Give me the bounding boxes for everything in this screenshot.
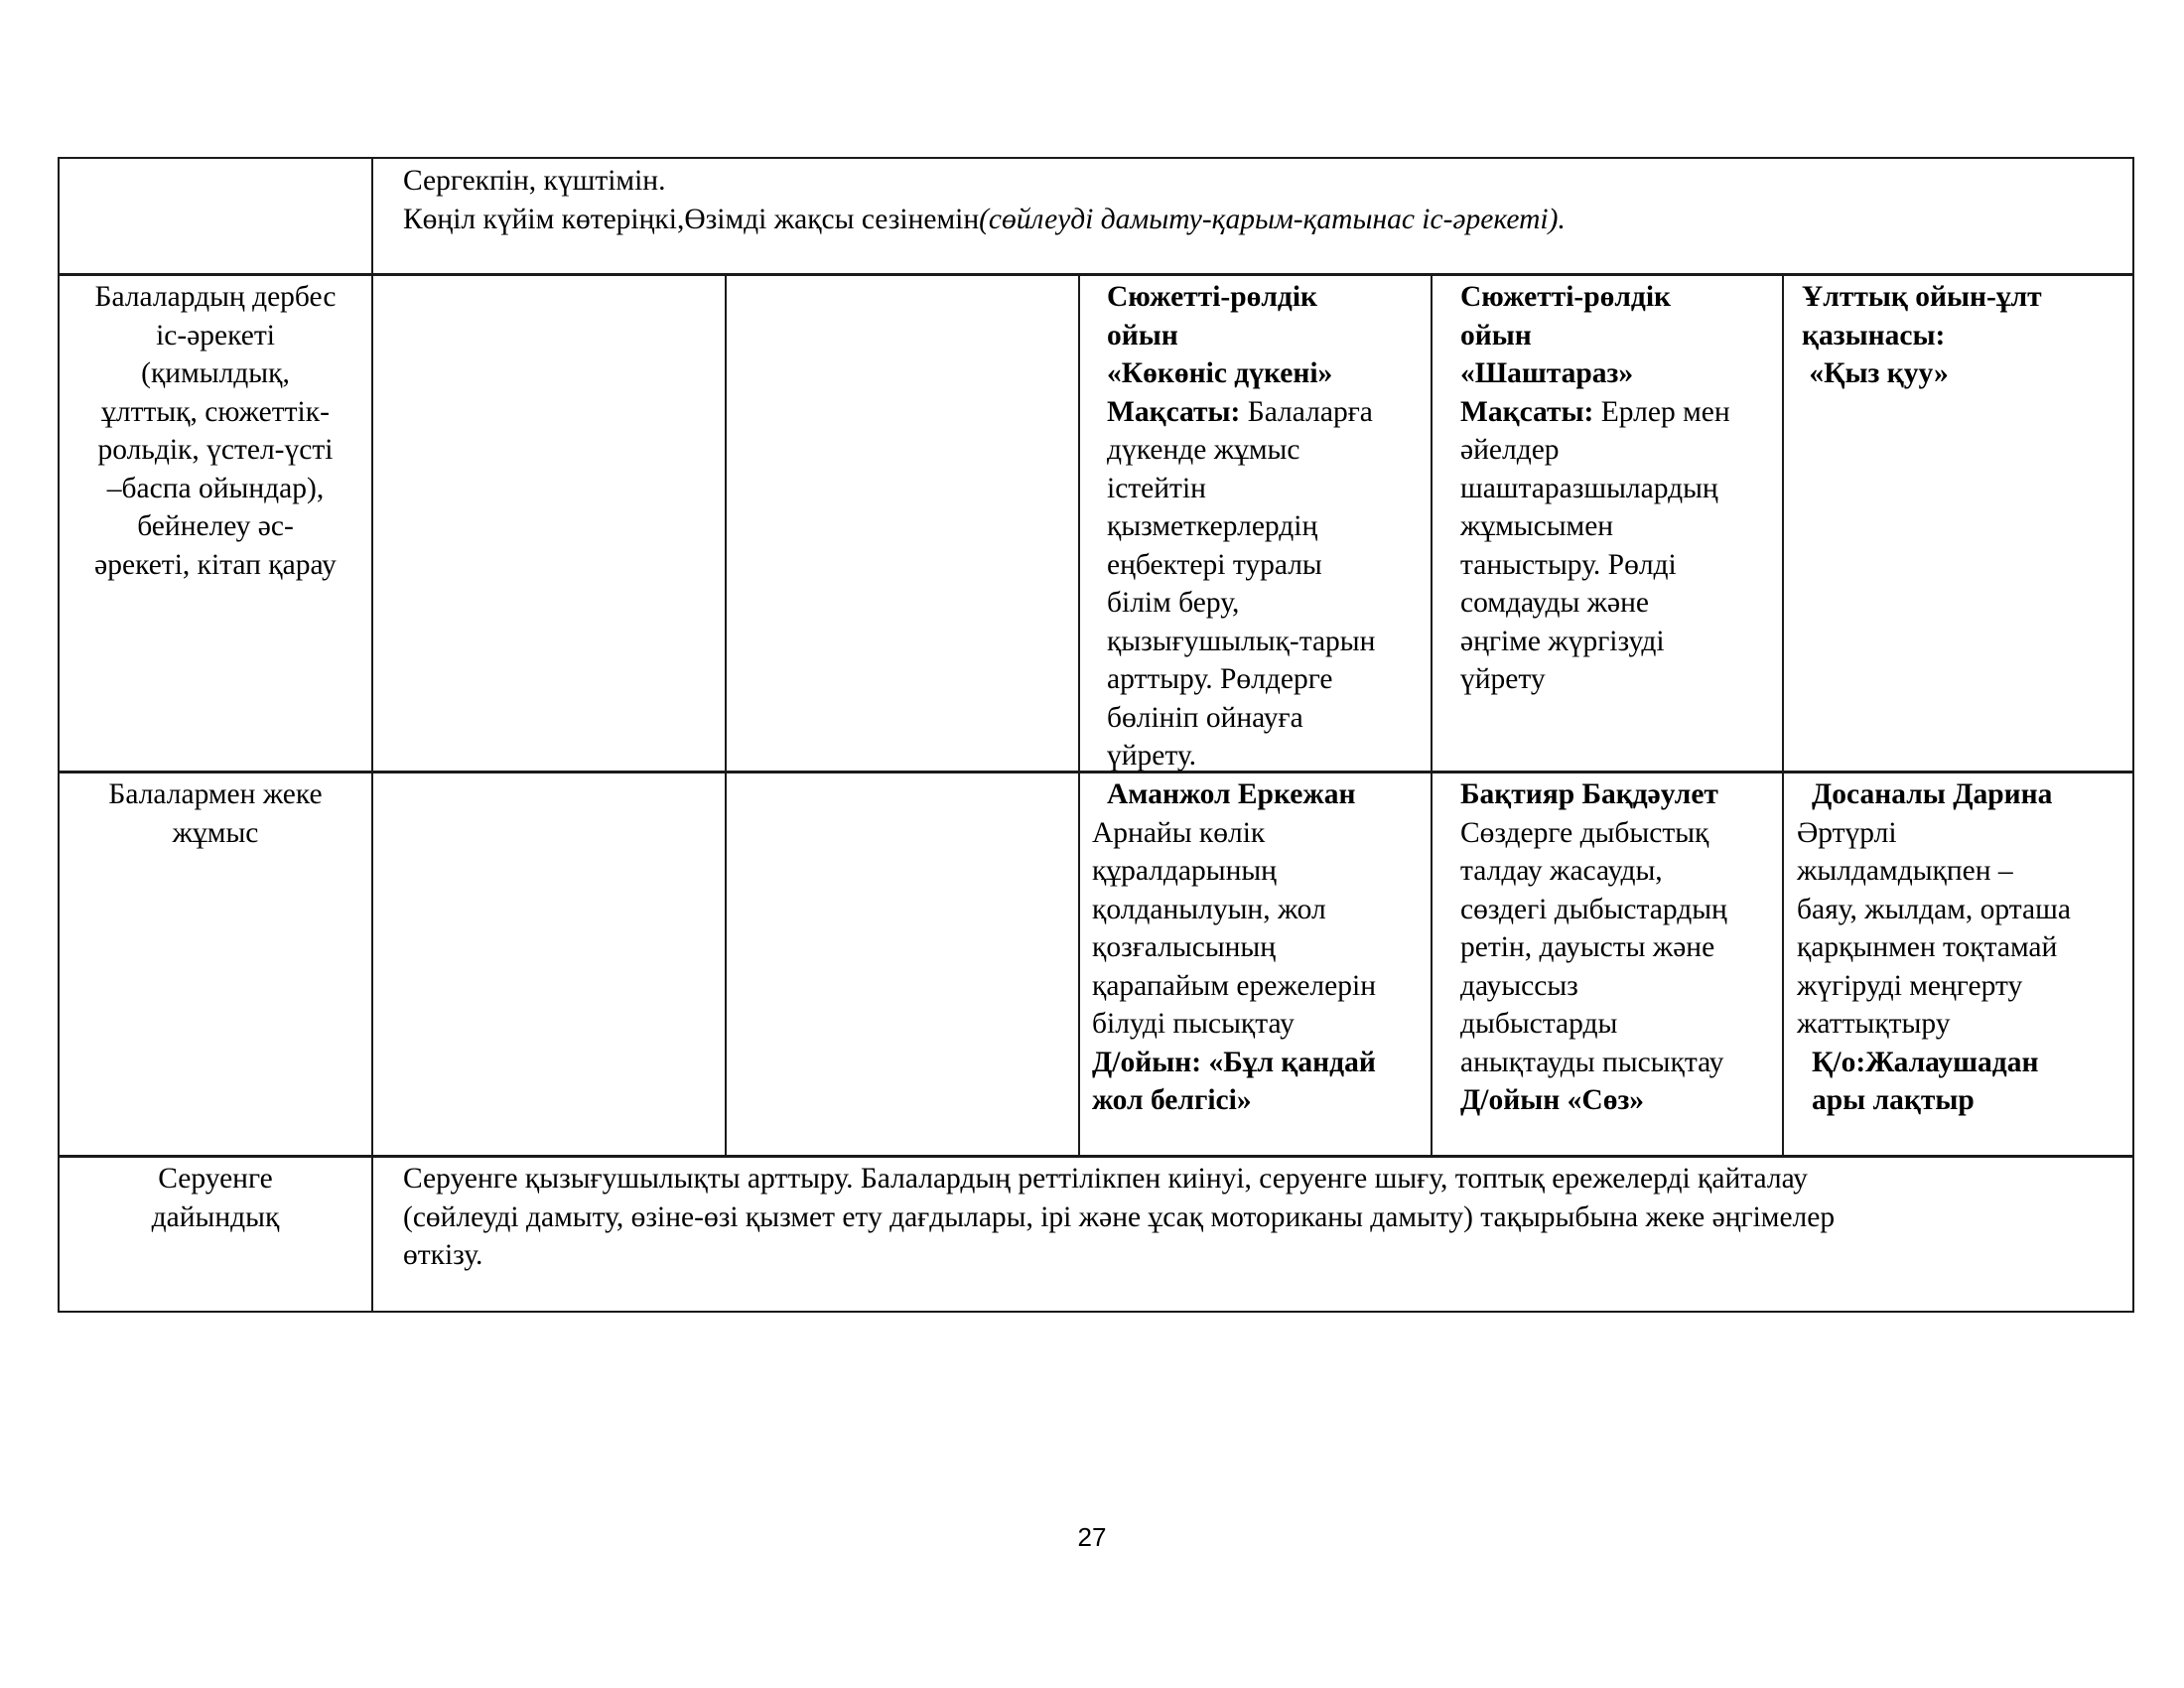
independent-friday-cell <box>1460 278 1730 699</box>
independent-saturday-cell <box>1802 278 2042 393</box>
goal-line: әйелдер <box>1460 434 1560 466</box>
row-divider <box>58 273 2134 276</box>
individual-work-label <box>60 775 371 852</box>
task-line: сөздегі дыбыстардың <box>1460 893 1727 925</box>
task-line: ретін, дауысты және <box>1460 931 1715 963</box>
goal-line: үйрету <box>1460 663 1546 695</box>
goal-line <box>1460 393 1730 432</box>
game-line: Қ/о:Жалаушадан <box>1812 1046 2039 1078</box>
goal-line: сомдауды және <box>1460 587 1650 619</box>
label-line: –баспа ойындар), <box>106 472 325 504</box>
goal-label: Мақсаты: <box>1460 395 1594 428</box>
independent-thursday-cell <box>1107 278 1375 775</box>
page-number: 27 <box>1077 1522 1107 1552</box>
task-line: құралдарының <box>1092 855 1277 887</box>
game-title-line: ойын <box>1107 319 1178 352</box>
game-title-line: ойын <box>1460 319 1532 352</box>
task-line: қарапайым ережелерін <box>1092 969 1376 1002</box>
label-line: әрекеті, кітап қарау <box>94 548 337 581</box>
child-name: Досаналы Дарина <box>1812 778 2053 810</box>
table-border-right <box>2132 157 2134 1313</box>
label-line: дайындық <box>151 1200 280 1233</box>
individual-thursday-cell <box>1092 775 1376 1120</box>
task-line: Арнайы көлік <box>1092 816 1266 849</box>
walk-preparation-text <box>403 1160 1835 1275</box>
walk-text-line: өткізу. <box>403 1239 483 1271</box>
task-line: анықтауды пысықтау <box>1460 1046 1724 1078</box>
game-title-line: қазынасы: <box>1802 319 1946 352</box>
label-line: іс-әрекеті <box>156 319 275 352</box>
row-divider <box>58 771 2134 774</box>
goal-line: үйрету. <box>1107 740 1197 772</box>
goal-label: Мақсаты: <box>1107 395 1241 428</box>
task-line: Сөздерге дыбыстық <box>1460 816 1709 849</box>
task-line: баяу, жылдам, орташа <box>1797 893 2071 925</box>
goal-line: қызметкерлердің <box>1107 510 1318 542</box>
row-divider <box>58 1155 2134 1158</box>
walk-text-line: Серуенге қызығушылықты арттыру. Балалардың реттілікпен киінуі, серуенге шығу, топтық ережелерді қайталау <box>403 1163 1808 1195</box>
goal-line: жұмысымен <box>1460 510 1614 542</box>
goal-line: арттыру. Рөлдерге <box>1107 663 1333 695</box>
greeting-cell <box>403 162 1566 238</box>
task-line: қарқынмен тоқтамай <box>1797 931 2058 963</box>
task-line: қозғалысының <box>1092 931 1277 963</box>
label-line: рольдік, үстел-үсті <box>97 434 334 466</box>
individual-friday-cell <box>1460 775 1727 1120</box>
col-divider <box>725 274 727 1156</box>
greeting-line-2-note: (сөйлеуді дамыту-қарым-қатынас іс-әрекеті). <box>979 203 1566 235</box>
goal-text: Балаларға <box>1247 395 1373 428</box>
individual-saturday-cell <box>1797 775 2071 1120</box>
game-title-line: «Қыз қуу» <box>1802 357 1949 389</box>
plan-table <box>58 157 2134 1313</box>
table-border-top <box>58 157 2134 159</box>
goal-line: таныстыру. Рөлді <box>1460 548 1677 581</box>
col-divider <box>1782 274 1784 1156</box>
col-divider <box>1431 274 1433 1156</box>
game-line: Д/ойын «Сөз» <box>1460 1084 1645 1116</box>
label-line: (қимылдық, <box>141 357 290 389</box>
task-line: Әртүрлі <box>1797 816 1897 849</box>
table-border-bottom <box>58 1311 2134 1313</box>
game-title-line: Сюжетті-рөлдік <box>1107 281 1318 313</box>
game-title-line: «Шаштараз» <box>1460 357 1634 389</box>
goal-line: еңбектері туралы <box>1107 548 1322 581</box>
greeting-line-1: Сергекпін, күштімін. <box>403 165 666 197</box>
walk-text-line: (сөйлеуді дамыту, өзіне-өзі қызмет ету дағдылары, ірі және ұсақ моториканы дамыту) тақырыбына жеке әңгімелер <box>403 1200 1836 1233</box>
walk-preparation-label <box>60 1160 371 1236</box>
greeting-line-2 <box>403 201 1566 239</box>
label-line: Балалармен жеке <box>108 778 323 810</box>
goal-line: бөлініп ойнауға <box>1107 701 1303 734</box>
game-title-line: Сюжетті-рөлдік <box>1460 281 1672 313</box>
game-line: Д/ойын: «Бұл қандай <box>1092 1046 1376 1078</box>
col-divider <box>1078 274 1080 1156</box>
task-line: жаттықтыру <box>1797 1008 1951 1040</box>
greeting-line-2-text: Көңіл күйім көтеріңкі,Өзімді жақсы сезінемін <box>403 203 980 235</box>
game-title-line: «Көкөніс дүкені» <box>1107 357 1333 389</box>
col-divider <box>371 157 373 1313</box>
task-line: талдау жасауды, <box>1460 855 1663 887</box>
label-line: Серуенге <box>158 1163 273 1195</box>
game-title-line: Ұлттық ойын-ұлт <box>1802 281 2042 313</box>
goal-line: қызығушылық-тарын <box>1107 625 1376 657</box>
task-line: қолданылуын, жол <box>1092 893 1326 925</box>
goal-line: білім беру, <box>1107 587 1240 619</box>
label-line: Балалардың дербес <box>94 281 337 313</box>
goal-text: Ерлер мен <box>1600 395 1730 428</box>
task-line: жүгіруді меңгерту <box>1797 969 2023 1002</box>
task-line: білуді пысықтау <box>1092 1008 1295 1040</box>
label-line: жұмыс <box>172 816 259 849</box>
goal-line: істейтін <box>1107 472 1206 504</box>
task-line: дыбыстарды <box>1460 1008 1618 1040</box>
independent-activity-label <box>60 278 371 584</box>
label-line: бейнелеу әс- <box>137 510 294 542</box>
goal-line <box>1107 393 1375 432</box>
label-line: ұлттық, сюжеттік- <box>101 395 330 428</box>
goal-line: әңгіме жүргізуді <box>1460 625 1665 657</box>
task-line: жылдамдықпен – <box>1797 855 2013 887</box>
game-line: ары лақтыр <box>1812 1084 1975 1116</box>
task-line: дауыссыз <box>1460 969 1578 1002</box>
child-name: Бақтияр Бақдәулет <box>1460 778 1718 810</box>
goal-line: дүкенде жұмыс <box>1107 434 1300 466</box>
child-name: Аманжол Еркежан <box>1107 778 1356 810</box>
game-line: жол белгісі» <box>1092 1084 1252 1116</box>
goal-line: шаштаразшылардың <box>1460 472 1718 504</box>
